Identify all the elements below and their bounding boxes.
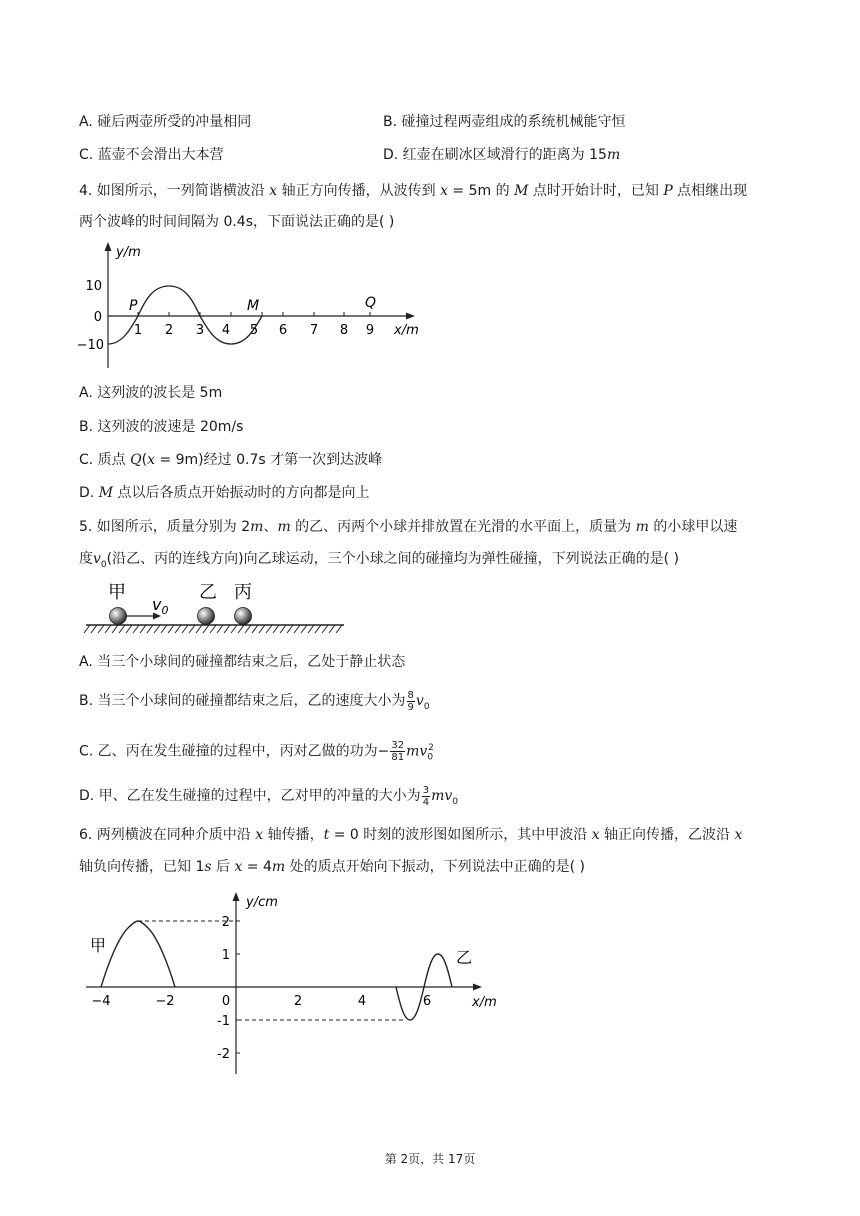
q3-option-d: D. 红壶在刷冰区域滑行的距离为 15m [383,147,621,163]
q4-xtick-9: 9 [365,323,375,338]
q6-ytick-2: 2 [221,915,230,930]
q3-option-c: C. 蓝壶不会滑出大本营 [79,147,224,163]
q6-xtick-4: 4 [357,994,367,1009]
q6-label-yi: 乙 [456,948,473,967]
q4-ytick-0: 0 [93,310,102,325]
q5-ground-hatch [84,625,342,633]
q6-xtick-neg4: −4 [91,994,111,1009]
q6-y-axis-label: y/cm [246,895,278,910]
q4-xtick-7: 7 [309,323,319,338]
q4-xtick-2: 2 [164,323,174,338]
q4-option-b: B. 这列波的波速是 20m/s [79,419,244,435]
q4-option-a: A. 这列波的波长是 5m [79,385,223,401]
q4-xtick-1: 1 [133,323,143,338]
q3-option-a: A. 碰后两壶所受的冲量相同 [79,114,252,130]
page-footer: 第 2页，共 17页 [384,1152,476,1166]
q6-xtick-2: 2 [293,994,303,1009]
q4-ytick-neg10: −10 [76,338,104,353]
q5-label-jia: 甲 [108,582,126,603]
q6-ytick-neg1: -1 [217,1014,230,1029]
q6-stem-line1: 6. 两列横波在同种介质中沿 x 轴传播，t = 0 时刻的波形图如图所示，其中甲波沿 x 轴正向传播，乙波沿 x [79,827,743,843]
q4-y-axis-label: y/m [116,245,141,260]
q5-option-b: B. 当三个小球间的碰撞都结束之后，乙的速度大小为 $\frac{8}{9}$ $v_0$ [79,689,430,713]
q5-velocity-label: $v_0$ [152,595,169,617]
q4-option-c: C. 质点 Q(x = 9m)经过 0.7s 才第一次到达波峰 [79,452,383,468]
q6-wave-figure [78,888,518,1076]
q4-stem-line1: 4. 如图所示，一列简谐横波沿 x 轴正方向传播，从波传到 x = 5m 的 M 点时开始计时，已知 P 点相继出现 [79,183,748,199]
q4-wave-curve [108,286,262,344]
q6-xtick-6: 6 [422,994,432,1009]
q5-stem-line1: 5. 如图所示，质量分别为 2m、m 的乙、丙两个小球并排放置在光滑的水平面上，质量为 m 的小球甲以速 [79,519,738,535]
q5-ball-bing [235,608,252,625]
q5-option-d: D. 甲、乙在发生碰撞的过程中，乙对甲的冲量的大小为 $\frac{3}{4}$ $mv_0$ [79,784,458,808]
q5-ball-jia [110,608,127,625]
q6-ytick-1: 1 [221,948,230,963]
q4-wave-figure [74,240,430,374]
q4-ytick-10: 10 [85,279,102,294]
q4-x-axis-label: x/m [394,323,419,338]
q5-ball-yi [198,608,215,625]
q6-label-jia: 甲 [90,936,107,955]
q4-point-m: M [247,298,260,314]
q6-stem-line2: 轴负向传播，已知 1s 后 x = 4m 处的质点开始向下振动，下列说法中正确的是( ) [79,859,586,875]
q4-stem-line2: 两个波峰的时间间隔为 0.4s，下面说法正确的是( ) [79,214,395,230]
q4-xtick-6: 6 [278,323,288,338]
q4-xtick-5: 5 [249,323,259,338]
q6-ytick-neg2: -2 [217,1047,230,1062]
q5-label-bing: 丙 [234,582,252,603]
q5-option-a: A. 当三个小球间的碰撞都结束之后，乙处于静止状态 [79,654,406,670]
q4-option-d: D. M 点以后各质点开始振动时的方向都是向上 [79,485,370,501]
q6-x-axis-label: x/m [472,995,497,1010]
q4-point-p: P [129,298,138,314]
q5-option-c: C. 乙、丙在发生碰撞的过程中，丙对乙做的功为− $\frac{32}{81}$ $mv_0^2$ [79,740,434,764]
q6-xtick-0: 0 [221,994,231,1009]
q4-xtick-3: 3 [195,323,205,338]
q6-xtick-neg2: −2 [155,994,175,1009]
q5-label-yi: 乙 [199,582,217,603]
q4-xtick-4: 4 [221,323,231,338]
q5-balls-figure [82,580,347,638]
q5-stem-line2: 度$v_0$(沿乙、丙的连线方向)向乙球运动，三个小球之间的碰撞均为弹性碰撞，下列说法正确的是( ) [79,551,679,570]
q4-xtick-8: 8 [339,323,349,338]
q6-wave-jia [101,921,175,987]
q4-point-q: Q [365,295,377,311]
q3-option-b: B. 碰撞过程两壶组成的系统机械能守恒 [383,114,626,130]
